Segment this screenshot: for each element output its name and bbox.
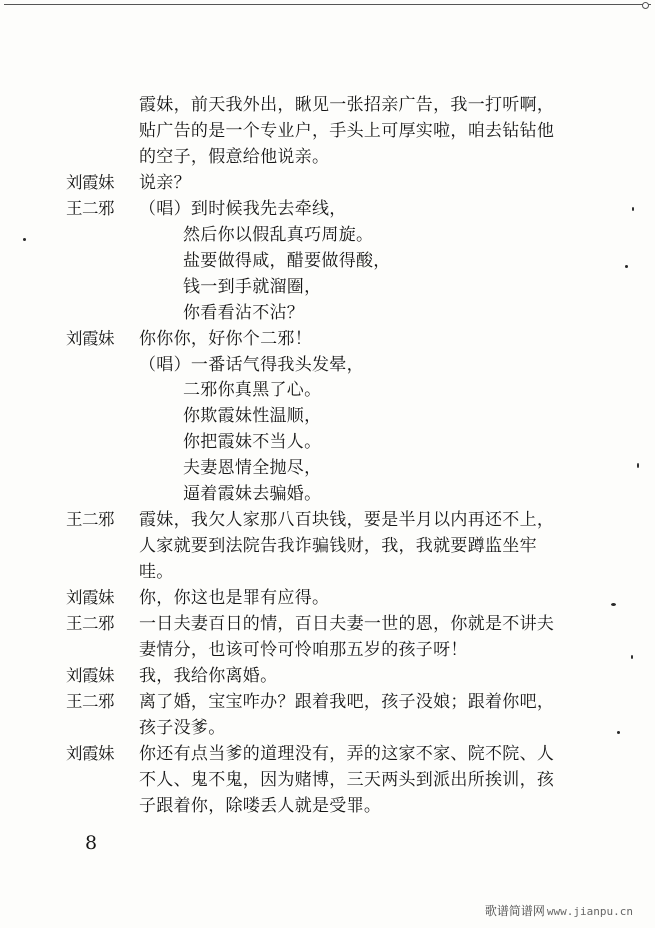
sung-line: 二邪你真黑了心。	[183, 380, 322, 400]
dialogue-line: 霞妹，我欠人家那八百块钱，要是半月以内再还不上，	[139, 510, 555, 530]
dialogue-line: 妻情分，也该可怜可怜咱那五岁的孩子呀！	[139, 640, 468, 660]
sung-line: 然后你以假乱真巧周旋。	[183, 225, 374, 245]
speaker-name: 刘霞妹	[66, 329, 114, 348]
dialogue-line: 贴广告的是一个专业户，手头上可厚实啦，咱去钻钻他	[139, 121, 555, 141]
dialogue-line: 你，你这也是罪有应得。	[139, 588, 330, 608]
watermark-site-name: 歌谱简谱网	[484, 904, 545, 918]
dialogue-line: 我，我给你离婚。	[139, 666, 278, 686]
dialogue-line: 的空子，假意给他说亲。	[139, 147, 330, 167]
page-corner-mark	[642, 2, 649, 9]
dialogue-line: 离了婚，宝宝咋办？跟着我吧，孩子没娘；跟着你吧，	[139, 692, 555, 712]
scan-speck	[631, 655, 633, 659]
sung-line: 盐要做得咸，醋要做得酸，	[183, 251, 391, 271]
scan-speck	[625, 265, 628, 268]
dialogue-line: 孩子没爹。	[139, 718, 226, 738]
scan-speck	[617, 731, 620, 734]
page-number: 8	[85, 832, 98, 854]
scan-speck	[632, 207, 634, 211]
scan-speck	[611, 603, 616, 606]
sung-line: （唱）一番话气得我头发晕，	[139, 355, 364, 375]
dialogue-line: 人家就要到法院告我诈骗钱财，我，我就要蹲监坐牢	[139, 536, 537, 556]
dialogue-line: 霞妹，前天我外出，瞅见一张招亲广告，我一打听啊，	[139, 95, 555, 115]
sung-line: 你欺霞妹性温顺，	[183, 406, 322, 426]
speaker-name: 刘霞妹	[66, 744, 114, 763]
speaker-name: 刘霞妹	[66, 666, 114, 685]
dialogue-line: 子跟着你，除喽丢人就是受罪。	[139, 796, 382, 816]
dialogue-line: 哇。	[139, 562, 174, 582]
speaker-name: 王二邪	[66, 692, 114, 711]
dialogue-line: 一日夫妻百日的情，百日夫妻一世的恩，你就是不讲夫	[139, 614, 555, 634]
speaker-name: 刘霞妹	[66, 173, 114, 192]
speaker-name: 刘霞妹	[66, 588, 114, 607]
dialogue-line: 你你你，好你个二邪！	[139, 329, 312, 349]
speaker-name: 王二邪	[66, 199, 114, 218]
sung-line: 钱一到手就溜圈，	[183, 277, 322, 297]
watermark-url: www.jianpu.cn	[546, 905, 633, 918]
footer-watermark	[485, 904, 633, 919]
sung-line: （唱）到时候我先去牵线，	[139, 199, 347, 219]
page-top-edge	[4, 4, 651, 5]
scan-speck	[637, 463, 639, 468]
speaker-name: 王二邪	[66, 510, 114, 529]
dialogue-line: 不人、鬼不鬼，因为赌博，三天两头到派出所挨训，孩	[139, 770, 555, 790]
dialogue-line: 说亲？	[139, 173, 191, 193]
sung-line: 夫妻恩情全抛尽，	[183, 458, 322, 478]
speaker-name: 王二邪	[66, 614, 114, 633]
sung-line: 你看看沾不沾？	[183, 303, 305, 323]
sung-line: 逼着霞妹去骗婚。	[183, 484, 322, 504]
sung-line: 你把霞妹不当人。	[183, 432, 322, 452]
scan-speck	[23, 238, 26, 241]
dialogue-line: 你还有点当爹的道理没有，弄的这家不家、院不院、人	[139, 744, 555, 764]
